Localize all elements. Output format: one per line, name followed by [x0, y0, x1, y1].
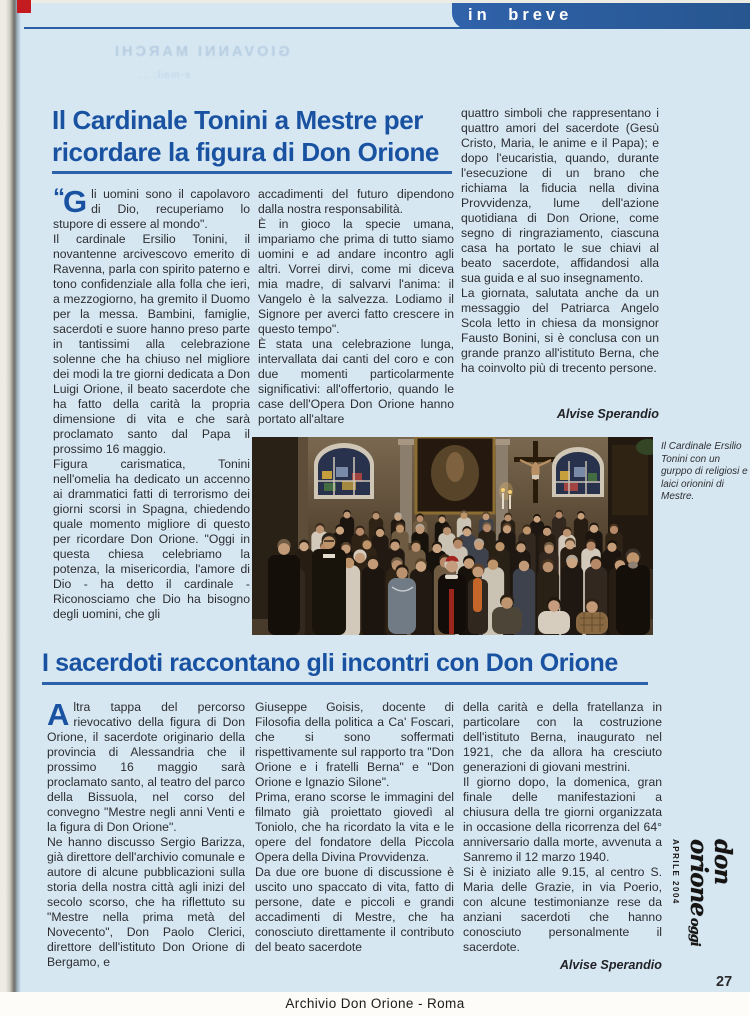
church-group-photo — [252, 437, 653, 635]
article1-paragraph: Figura carismatica, Tonini nell'omelia ha dedicato un accenno ai drammatici fatti di terrorismo dei giorni scorsi in Spagna, chiedendo quale momento migliore di questo per ricordare Don Orione. "Oggi in questa chiesa celebriamo la potenza, la misericordia, l'amore di Dio - ha detto il cardinale - Riconosciamo che Dio ha bisogno degli uomini, che gli — [53, 457, 250, 621]
article2-paragraph: Altra tappa del percorso rievocativo della figura di Don Orione, il sacerdote originario della provincia di Alessandria che il prossimo 16 maggio sarà proclamato santo, al teatro del parco della Bissuola, nel corso del convegno "Mestre negli anni Venti e la figura di Don Orione". — [47, 700, 245, 834]
article1-signature: Alvise Sperandio — [556, 407, 659, 421]
magazine-subtitle: oggi — [687, 917, 702, 946]
article2-signature: Alvise Sperandio — [559, 958, 662, 972]
magazine-spine-logo — [671, 839, 736, 989]
footer-credit: Archivio Don Orione - Roma — [285, 996, 465, 1011]
inbreve-banner — [452, 3, 750, 29]
article2-title-rule — [42, 682, 648, 685]
article2-column-1 — [47, 700, 245, 990]
article2-paragraph: della carità e della fratellanza in particolare con la costruzione dell'istituto Berna, inaugurato nel 1921, che da allora ha cresciuto generazioni di giovani mestrini. — [463, 700, 662, 774]
article1-column-1 — [53, 187, 250, 647]
article2-column-2 — [255, 700, 454, 990]
article2-dropcap: A — [47, 700, 70, 732]
article2-paragraph: Si è iniziato alle 9.15, al centro S. Maria delle Grazie, in via Poerio, con alcune testimonianze rese da anziani sacerdoti che hanno conosciuto personalmente il sacerdote. — [463, 865, 662, 954]
photo-caption: Il Cardinale Ersilio Tonini con un gurppo di religiosi e laici orionini di Mestre. — [661, 441, 748, 502]
article1-paragraph: La giornata, salutata anche da un messaggio del Patriarca Angelo Scola letto in chiesa da monsignor Fausto Bonini, si è conclusa con un grande pranzo all'istituto Berna, che ha coinvolto più di trecento persone. — [461, 286, 659, 375]
article1-title — [52, 104, 464, 168]
article2-paragraph: Prima, erano scorse le immagini del filmato già proiettato giovedì al Toniolo, che ha ricordato la vita e le opere del fondatore della Piccola Opera della Divina Provvidenza. — [255, 790, 454, 864]
article1-paragraph: È in gioco la specie umana, impariamo che prima di tutto siamo uomini e ad andare incontro agli altri. Vorrei dirvi, come mi diceva mia madre, di salvarvi l'anima: il Vangelo è la salvezza. Lodiamo il Signore per averci fatto crescere in questo tempo". — [258, 217, 454, 336]
footer-strip — [0, 992, 750, 1016]
red-corner-mark — [17, 0, 31, 13]
article1-paragraph: Il cardinale Ersilio Tonini, il novantenne arcivescovo emerito di Ravenna, parla con spirito paterno e tono confidenziale alla folla che ieri, a mezzogiorno, ha gremito il Duomo per la messa. Bambini, famiglie, sacerdoti e suore hanno preso parte in tantissimi alla celebrazione solenne che ha chiuso nel migliore dei modi la tre giorni dedicata a Don Luigi Orione, il beato sacerdote che ha fatto della carità la propria dimensione di vita e che sarà proclamato santo dal Papa il prossimo 16 maggio. — [53, 232, 250, 456]
article1-paragraph: accadimenti del futuro dipendono dalla nostra responsabilità. — [258, 187, 454, 216]
article1-dropcap: “G — [53, 187, 88, 219]
banner-label: in breve — [468, 6, 573, 24]
article2-paragraph: Il giorno dopo, la domenica, gran finale delle manifestazioni a chiusura della tre giorni organizzata in occasione della ricorrenza del 64° anniversario dalla morte, avvenuta a Sanremo il 12 marzo 1940. — [463, 775, 662, 864]
article1-paragraph: quattro simboli che rappresentano i quattro amori del sacerdote (Gesù Cristo, Maria, le anime e il Papa); e dopo l'eucaristia, quando, durante l'esecuzione di un brano che richiama la fiducia nella divina Provvidenza, lume dell'azione quotidiana di Don Orione, come segno di ringraziamento, ciascuna casa ha portato le sue chiavi al beato sacerdote, affidandosi alla sua guida e al suo insegnamento. — [461, 106, 659, 285]
article1-column-3 — [461, 106, 659, 402]
magazine-title: don orioneoggi — [685, 839, 736, 946]
article1-title-rule — [52, 171, 452, 174]
article2-title: I sacerdoti raccontano gli incontri con Don Orione — [42, 649, 618, 677]
article1-title-line2: ricordare la figura di Don Orione — [52, 137, 439, 167]
magazine-issue: APRILE 2004 — [671, 839, 680, 905]
ghost-showthrough-line2: e-mail: ... — [138, 70, 191, 81]
scan-left-edge-shadow — [5, 0, 21, 1016]
article1-paragraph: “G li uomini sono il capolavoro di Dio, recuperiamo lo stupore di essere al mondo". — [53, 187, 250, 231]
church-photo-graphic — [252, 437, 653, 635]
article2-paragraph: Giuseppe Goisis, docente di Filosofia della politica a Ca' Foscari, che si sono soffermati rispettivamente sul rapporto tra "Don Orione e i fratelli Berna" e "Don Orione e Ignazio Silone". — [255, 700, 454, 789]
page-number: 27 — [716, 974, 733, 990]
article2-paragraph: Ne hanno discusso Sergio Barizza, già direttore dell'archivio comunale e autore di alcune pubblicazioni sulla storia della nostra città agli inizi del secolo scorso, che ha riflettuto su "Mestre nella prima metà del Novecento", Don Paolo Clerici, direttore dell'istituto Don Orione di Bergamo, e — [47, 835, 245, 969]
article1-title-line1: Il Cardinale Tonini a Mestre per — [52, 105, 424, 135]
ghost-showthrough-line1: GIOVANNI MARCHI — [112, 44, 290, 60]
article2-column-3 — [463, 700, 662, 990]
article2-paragraph: Da due ore buone di discussione è uscito uno spaccato di vita, fatto di persone, date e piccoli e grandi accadimenti di Mestre, che ha conosciuto direttamente il contributo del beato sacerdote — [255, 865, 454, 954]
article1-paragraph: È stata una celebrazione lunga, intervallata dai canti del coro e con due momenti particolarmente significativi: all'offertorio, quando le case dell'Opera Don Orione hanno portato all'altare — [258, 337, 454, 426]
article1-column-2 — [258, 187, 454, 436]
